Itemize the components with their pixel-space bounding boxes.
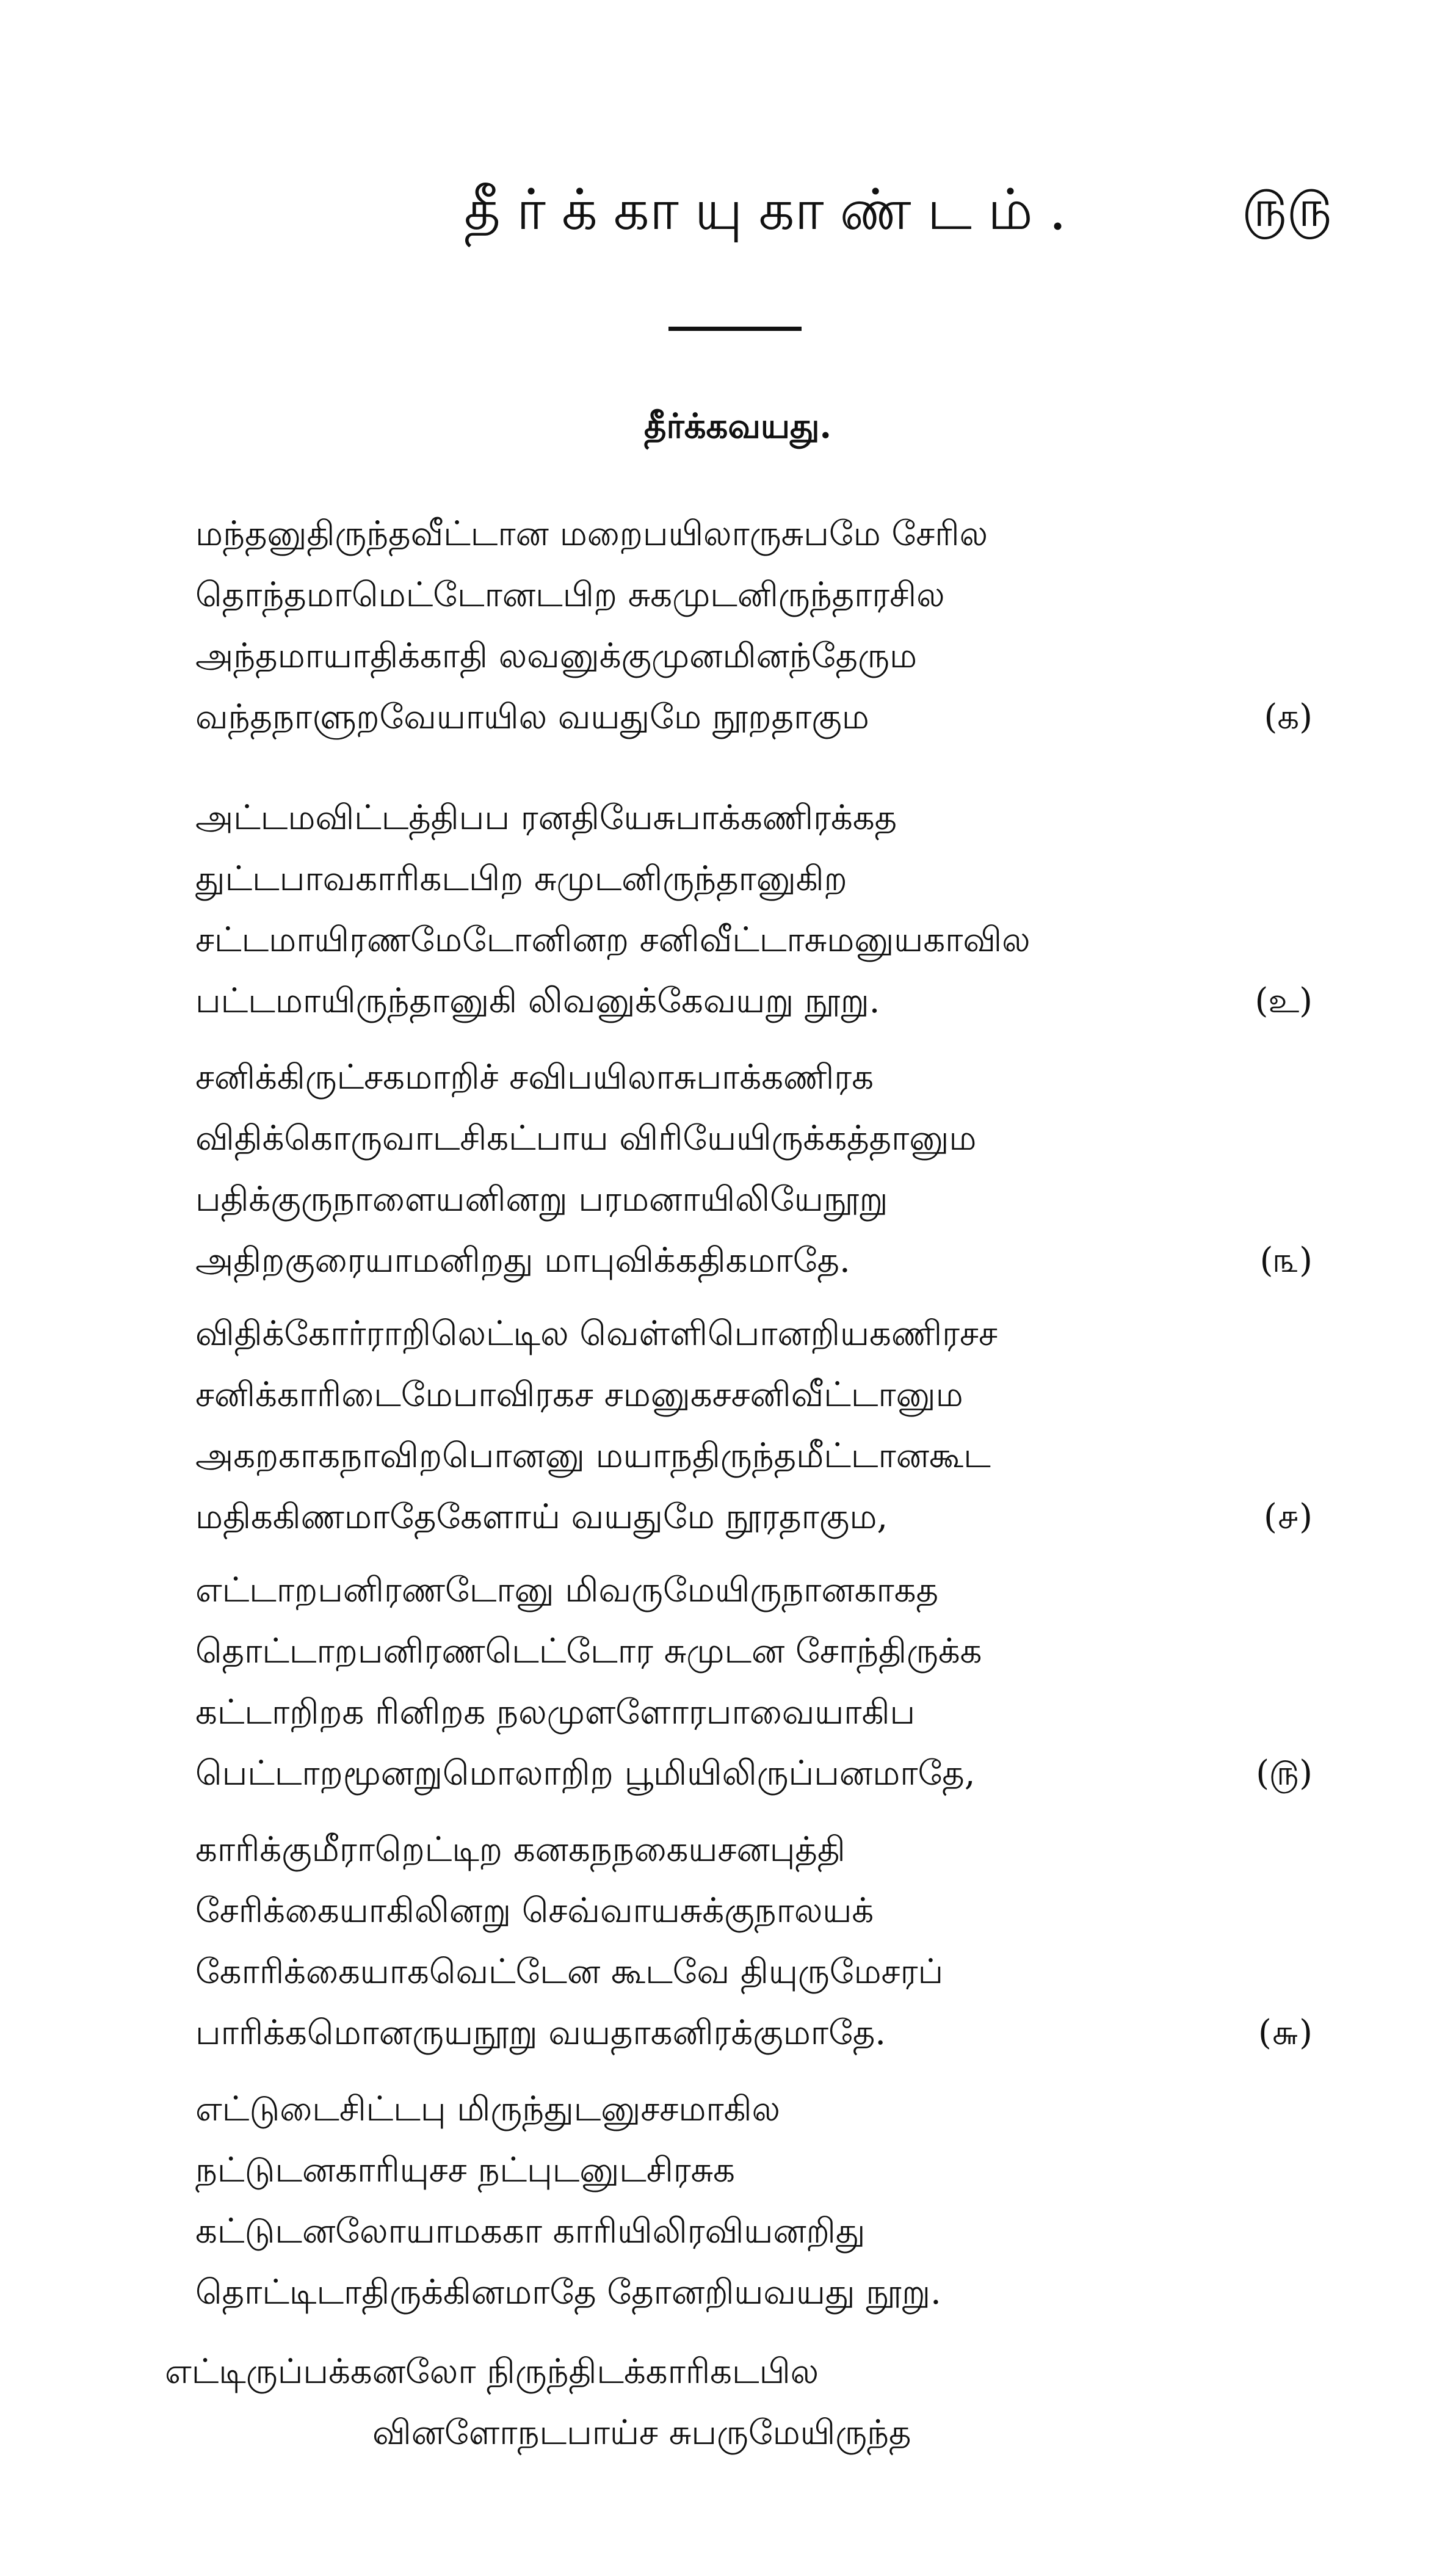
verse-line: தொட்டிடாதிருக்கினமாதே தோனறியவயது நூறு. (195, 2272, 941, 2312)
verse-line: சட்டமாயிரணமேடோனினற சனிவீட்டாசுமனுயகாவில (195, 920, 1030, 960)
verse-line: விதிக்கொருவாடசிகட்பாய விரியேயிருக்கத்தானும (195, 1119, 977, 1158)
running-title: தீர்க்காயுகாண்டம். (464, 177, 1083, 242)
verse-line: வினளோநடபாய்ச சுபருமேயிருந்த (372, 2413, 911, 2453)
stanza (165, 1560, 1325, 1804)
stanza (165, 2079, 1325, 2323)
section-heading: தீர்க்கவயது. (644, 406, 832, 446)
verse-line: சனிக்கிருட்சகமாறிச் சவிபயிலாசுபாக்கணிரக (195, 1057, 874, 1097)
verse-line: எட்டிருப்பக்கனலோ நிருந்திடக்காரிகடபில (165, 2352, 819, 2392)
verse-line: அகறகாகநாவிறபொனனு மயாநதிருந்தமீட்டானகூட (195, 1436, 991, 1476)
verse-line: பெட்டாறமூனறுமொலாறிற பூமியிலிருப்பனமாதே, (195, 1754, 976, 1793)
stanza (165, 1819, 1325, 2064)
verse-line: தொட்டாறபனிரணடெட்டோர சுமுடன சோந்திருக்க (195, 1631, 982, 1671)
verse-line: சேரிக்கையாகிலினறு செவ்வாயசுக்குநாலயக் (195, 1891, 874, 1931)
verse-number: (௩) (1259, 1241, 1313, 1280)
verse-line: பதிக்குருநாளையனினறு பரமனாயிலியேநூறு (195, 1180, 888, 1219)
verse-line: எட்டாறபனிரணடோனு மிவருமேயிருநானகாகத (195, 1570, 939, 1610)
verse-number: (௪) (1264, 1497, 1313, 1537)
stanza (165, 1304, 1325, 1548)
page-number: ௫௫ (1242, 178, 1333, 238)
stanza (165, 1047, 1325, 1291)
verse-line: கட்டுடனலோயாமககா காரியிலிரவியனறிது (195, 2211, 866, 2251)
verse-line: அந்தமாயாதிக்காதி லவனுக்குமுனமினந்தேரும (195, 636, 918, 676)
verse-line: கோரிக்கையாகவெட்டேன கூடவே தியுருமேசரப் (195, 1952, 944, 1992)
verse-line: கட்டாறிறக ரினிறக நலமுளளோரபாவையாகிப (195, 1692, 916, 1732)
verse-line: பட்டமாயிருந்தானுகி லிவனுக்கேவயறு நூறு. (195, 981, 880, 1021)
verse-line: விதிக்கோர்ராறிலெட்டில வெள்ளிபொனறியகணிரசச (195, 1314, 998, 1354)
verse-number: (௬) (1258, 2013, 1313, 2053)
verse-line: எட்டுடைசிட்டபு மிருந்துடனுசசமாகில (195, 2089, 781, 2129)
verse-number: (க) (1264, 697, 1313, 737)
verse-line: தொந்தமாமெட்டோனடபிற சுகமுடனிருந்தாரசில (195, 575, 945, 615)
verse-line: பாரிக்கமொனருயநூறு வயதாகனிரக்குமாதே. (195, 2013, 886, 2053)
verse-line: சனிக்காரிடைமேபாவிரகச சமனுகசசனிவீட்டானும (195, 1375, 963, 1415)
stanza (165, 504, 1325, 748)
verse-line: துட்டபாவகாரிகடபிற சுமுடனிருந்தானுகிற (195, 859, 847, 899)
verse-number: (உ) (1255, 981, 1313, 1021)
stanza (165, 788, 1325, 1032)
verse-line: அதிறகுரையாமனிறது மாபுவிக்கதிகமாதே. (195, 1241, 850, 1280)
verse-line: மந்தனுதிருந்தவீட்டான மறைபயிலாருசுபமே சேரில (195, 514, 988, 554)
title-rule (668, 327, 802, 331)
verse-line: வந்தநாளுறவேயாயில வயதுமே நூறதாகும (195, 697, 869, 737)
verse-line: நட்டுடனகாரியுசச நட்புடனுடசிரசுக (195, 2150, 735, 2190)
stanza (165, 2341, 1325, 2464)
verse-line: காரிக்குமீராறெட்டிற கனகநநகையசனபுத்தி (195, 1830, 846, 1870)
verse-number: (௫) (1256, 1754, 1313, 1793)
verse-line: மதிககிணமாதேகேளாய் வயதுமே நூரதாகும, (195, 1497, 888, 1537)
verse-line: அட்டமவிட்டத்திபப ரனதியேசுபாக்கணிரக்கத (195, 798, 897, 838)
